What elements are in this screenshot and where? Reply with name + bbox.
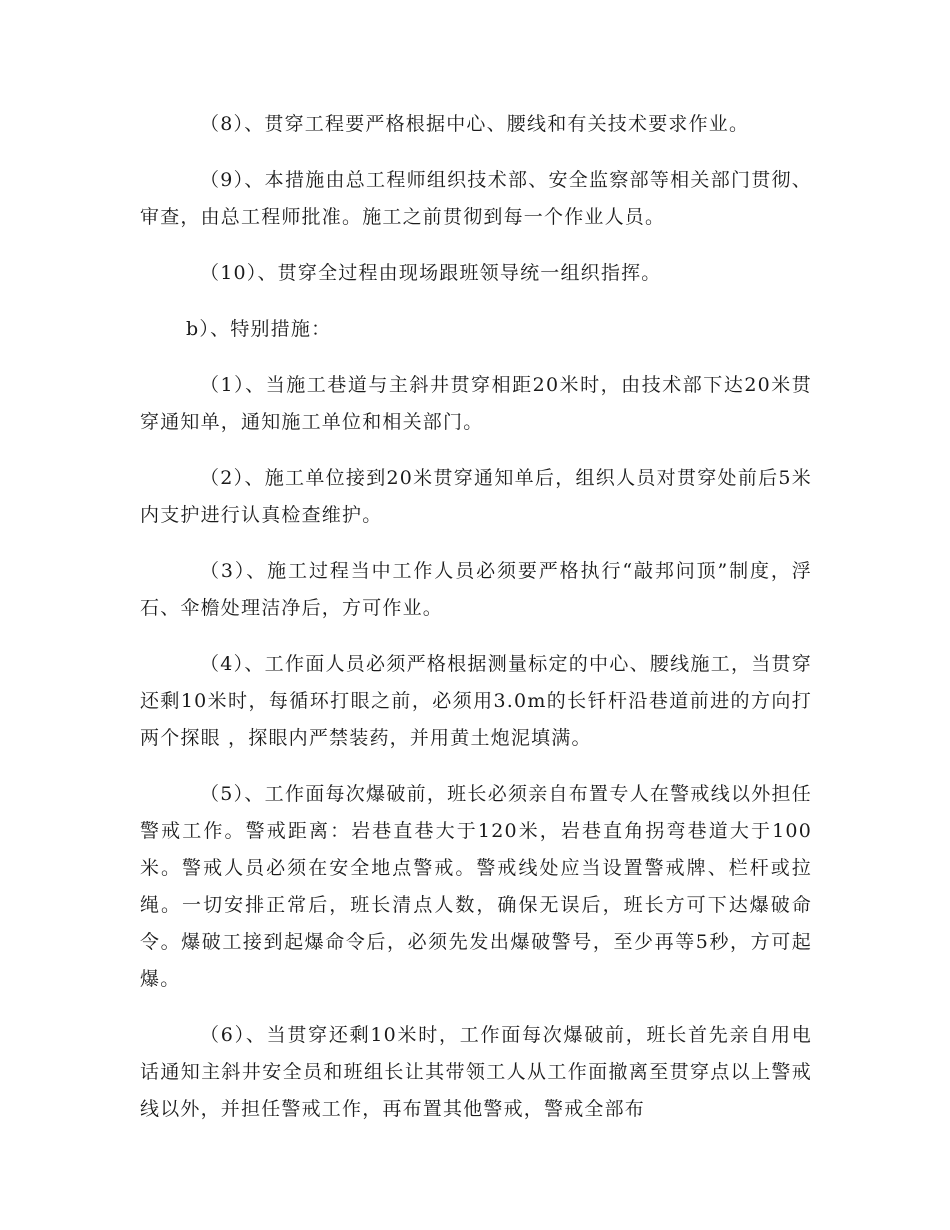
section-heading-special-measures: b）、特别措施： (186, 318, 332, 340)
paragraph-item-8: （8）、贯穿工程要严格根据中心、腰线和有关技术要求作业。 (200, 113, 750, 135)
paragraph-item-5: （5）、工作面每次爆破前，班长必须亲自布置专人在警戒线以外担任警戒工作。警戒距离：岩巷直巷大于120米，岩巷直角拐弯巷道大于100米。警戒人员必须在安全地点警戒。警戒线处应当设置警戒牌、栏杆或拉绳。一切安排正常后，班长清点人数，确保无误后，班长方可下达爆破命令。爆破工接到起爆命令后，必须先发出爆破警号，至少再等5秒，方可起爆。 (140, 783, 812, 990)
paragraph-item-6: （6）、当贯穿还剩10米时，工作面每次爆破前，班长首先亲自用电话通知主斜井安全员和班组长让其带领工人从工作面撤离至贯穿点以上警戒线以外，并担任警戒工作，再布置其他警戒，警戒全部布 (140, 1024, 812, 1120)
paragraph-item-3: （3）、施工过程当中工作人员必须要严格执行“敲邦问顶”制度，浮石、伞檐处理洁净后，方可作业。 (140, 560, 812, 619)
paragraph-item-9: （9）、本措施由总工程师组织技术部、安全监察部等相关部门贯彻、审查，由总工程师批准。施工之前贯彻到每一个作业人员。 (140, 169, 812, 228)
paragraph-item-10: （10）、贯穿全过程由现场跟班领导统一组织指挥。 (200, 262, 662, 284)
document-body (140, 106, 812, 1147)
paragraph-item-2: （2）、施工单位接到20米贯穿通知单后，组织人员对贯穿处前后5米内支护进行认真检查维护。 (140, 467, 812, 526)
paragraph-item-1: （1）、当施工巷道与主斜井贯穿相距20米时，由技术部下达20米贯穿通知单，通知施工单位和相关部门。 (140, 374, 812, 433)
paragraph-item-4: （4）、工作面人员必须严格根据测量标定的中心、腰线施工，当贯穿还剩10米时，每循环打眼之前，必须用3.0m的长钎杆沿巷道前进的方向打两个探眼 ，探眼内严禁装药，并用黄土炮泥填满。 (140, 653, 812, 749)
